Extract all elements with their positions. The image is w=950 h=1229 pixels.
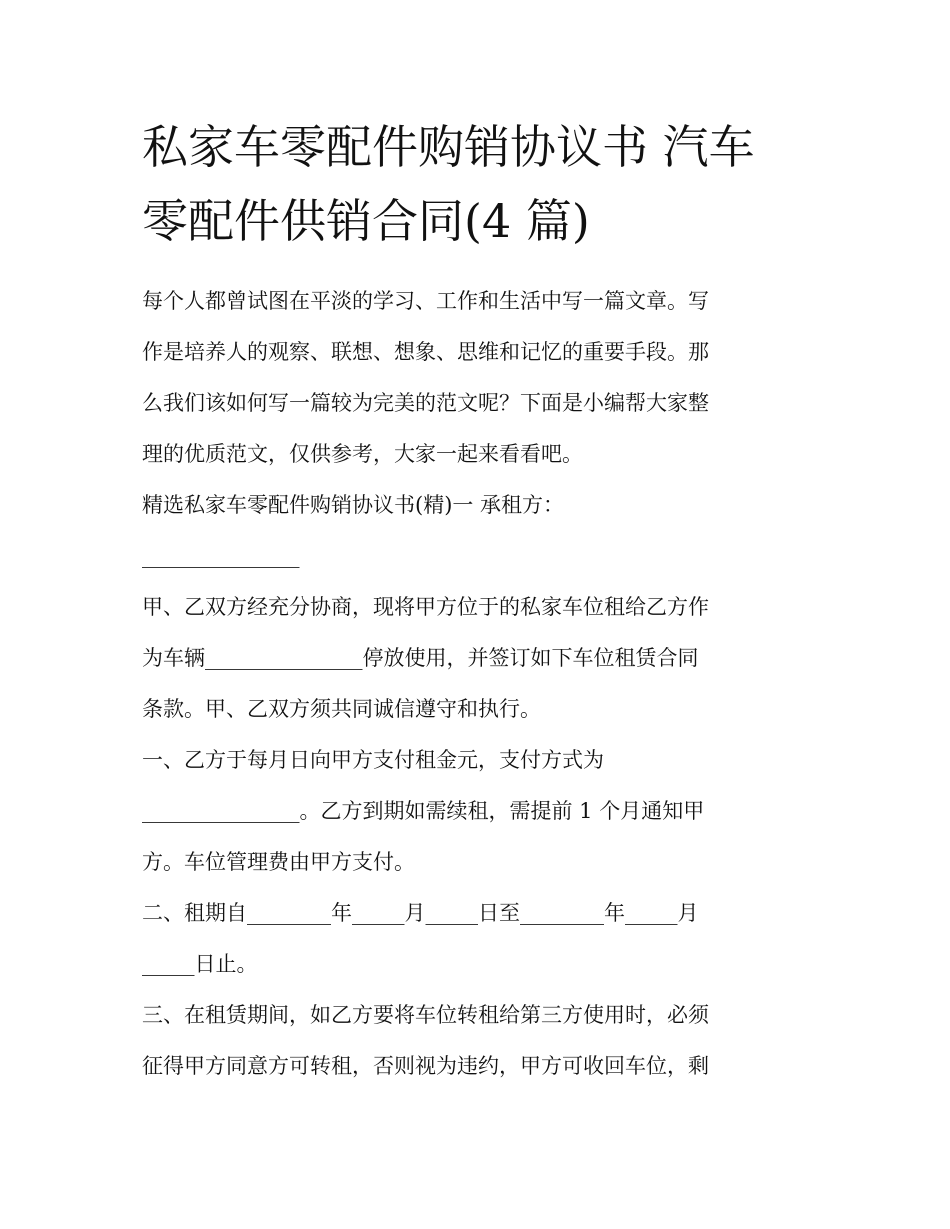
body-line-16: 征得甲方同意方可转租，否则视为违约，甲方可收回车位，剩 xyxy=(142,1054,709,1078)
body-line-6: _______________ xyxy=(142,544,300,568)
body-line-8: 为车辆_______________停放使用，并签订如下车位租赁合同 xyxy=(142,646,699,670)
body-line-5: 精选私家车零配件购销协议书(精)一 承租方： xyxy=(142,493,565,517)
body-line-15: 三、在租赁期间，如乙方要将车位转租给第三方使用时，必须 xyxy=(142,1003,709,1027)
body-line-12: 方。车位管理费由甲方支付。 xyxy=(142,850,415,874)
document-body xyxy=(142,276,814,1092)
document-content xyxy=(142,110,814,1092)
body-line-2: 作是培养人的观察、联想、想象、思维和记忆的重要手段。那 xyxy=(142,340,709,364)
title-line-1: 私家车零配件购销协议书 汽车 xyxy=(142,120,755,174)
body-line-11: _______________。乙方到期如需续租，需提前 1 个月通知甲 xyxy=(142,799,705,823)
body-line-13: 二、租期自________年_____月_____日至________年_____月 xyxy=(142,901,699,925)
body-line-4: 理的优质范文，仅供参考，大家一起来看看吧。 xyxy=(142,442,583,466)
title-line-2: 零配件供销合同(4 篇) xyxy=(142,194,590,248)
body-line-3: 么我们该如何写一篇较为完美的范文呢？下面是小编帮大家整 xyxy=(142,391,709,415)
document-title xyxy=(142,110,814,258)
body-line-10: 一、乙方于每月日向甲方支付租金元，支付方式为 xyxy=(142,748,604,772)
body-line-14: _____日止。 xyxy=(142,952,258,976)
body-line-9: 条款。甲、乙双方须共同诚信遵守和执行。 xyxy=(142,697,541,721)
body-line-1: 每个人都曾试图在平淡的学习、工作和生活中写一篇文章。写 xyxy=(142,289,709,313)
body-line-7: 甲、乙双方经充分协商，现将甲方位于的私家车位租给乙方作 xyxy=(142,595,709,619)
